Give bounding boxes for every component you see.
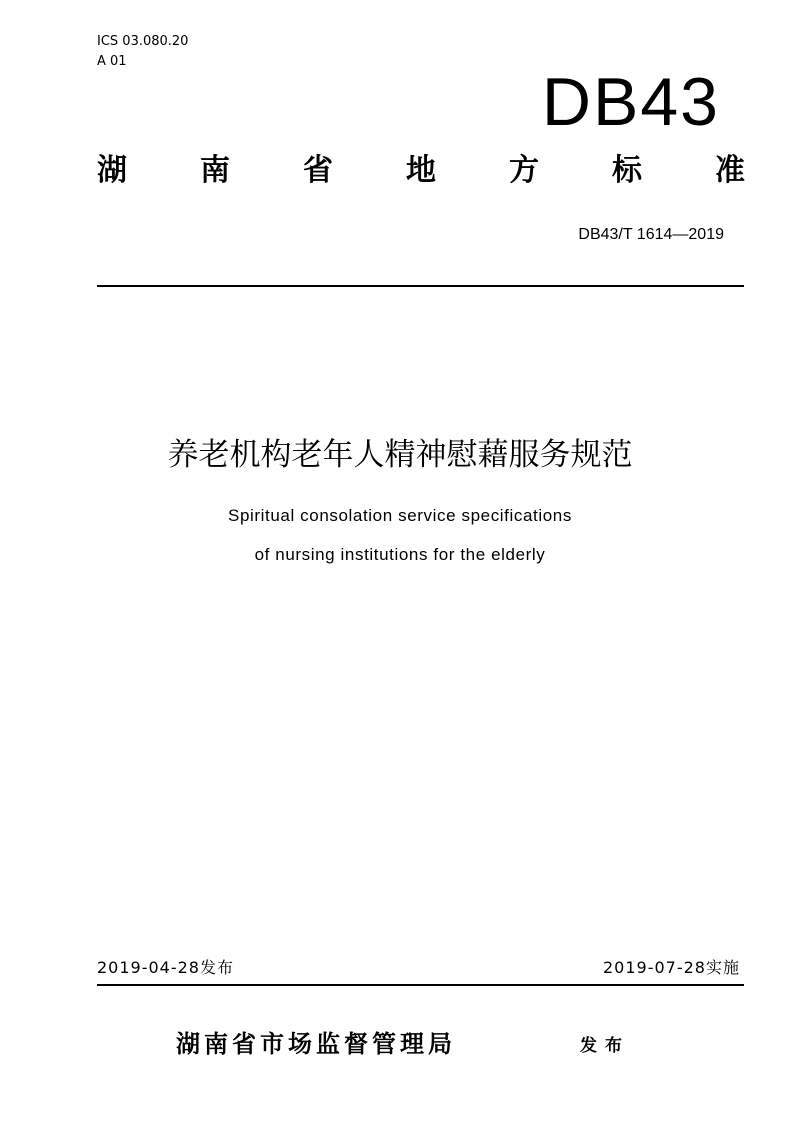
standard-number: DB43/T 1614—2019 bbox=[578, 226, 724, 243]
implementation-date: 2019-07-28实施 bbox=[603, 958, 740, 977]
title-english-line1: Spiritual consolation service specifications bbox=[228, 506, 572, 525]
standard-type-char: 准 bbox=[715, 153, 745, 188]
classification-block bbox=[97, 32, 188, 72]
standard-type-char: 标 bbox=[612, 153, 642, 188]
standard-type-char: 地 bbox=[406, 153, 436, 188]
top-divider bbox=[97, 285, 744, 287]
standard-type-heading bbox=[97, 150, 745, 192]
standard-type-char: 湖 bbox=[97, 153, 127, 188]
standard-code-large: DB43 bbox=[541, 64, 720, 140]
bottom-divider bbox=[97, 984, 744, 986]
standard-type-char: 省 bbox=[303, 153, 333, 188]
issue-date: 2019-04-28发布 bbox=[97, 958, 234, 977]
category-code: A 01 bbox=[97, 54, 127, 69]
ics-code: ICS 03.080.20 bbox=[97, 34, 189, 49]
issue-label: 发布 bbox=[580, 1036, 630, 1056]
standard-type-char: 南 bbox=[200, 153, 230, 188]
issuing-authority: 湖南省市场监督管理局 bbox=[176, 1030, 456, 1058]
standard-type-char: 方 bbox=[509, 153, 539, 188]
title-english-line2: of nursing institutions for the elderly bbox=[254, 545, 546, 564]
title-chinese: 养老机构老年人精神慰藉服务规范 bbox=[167, 437, 633, 473]
